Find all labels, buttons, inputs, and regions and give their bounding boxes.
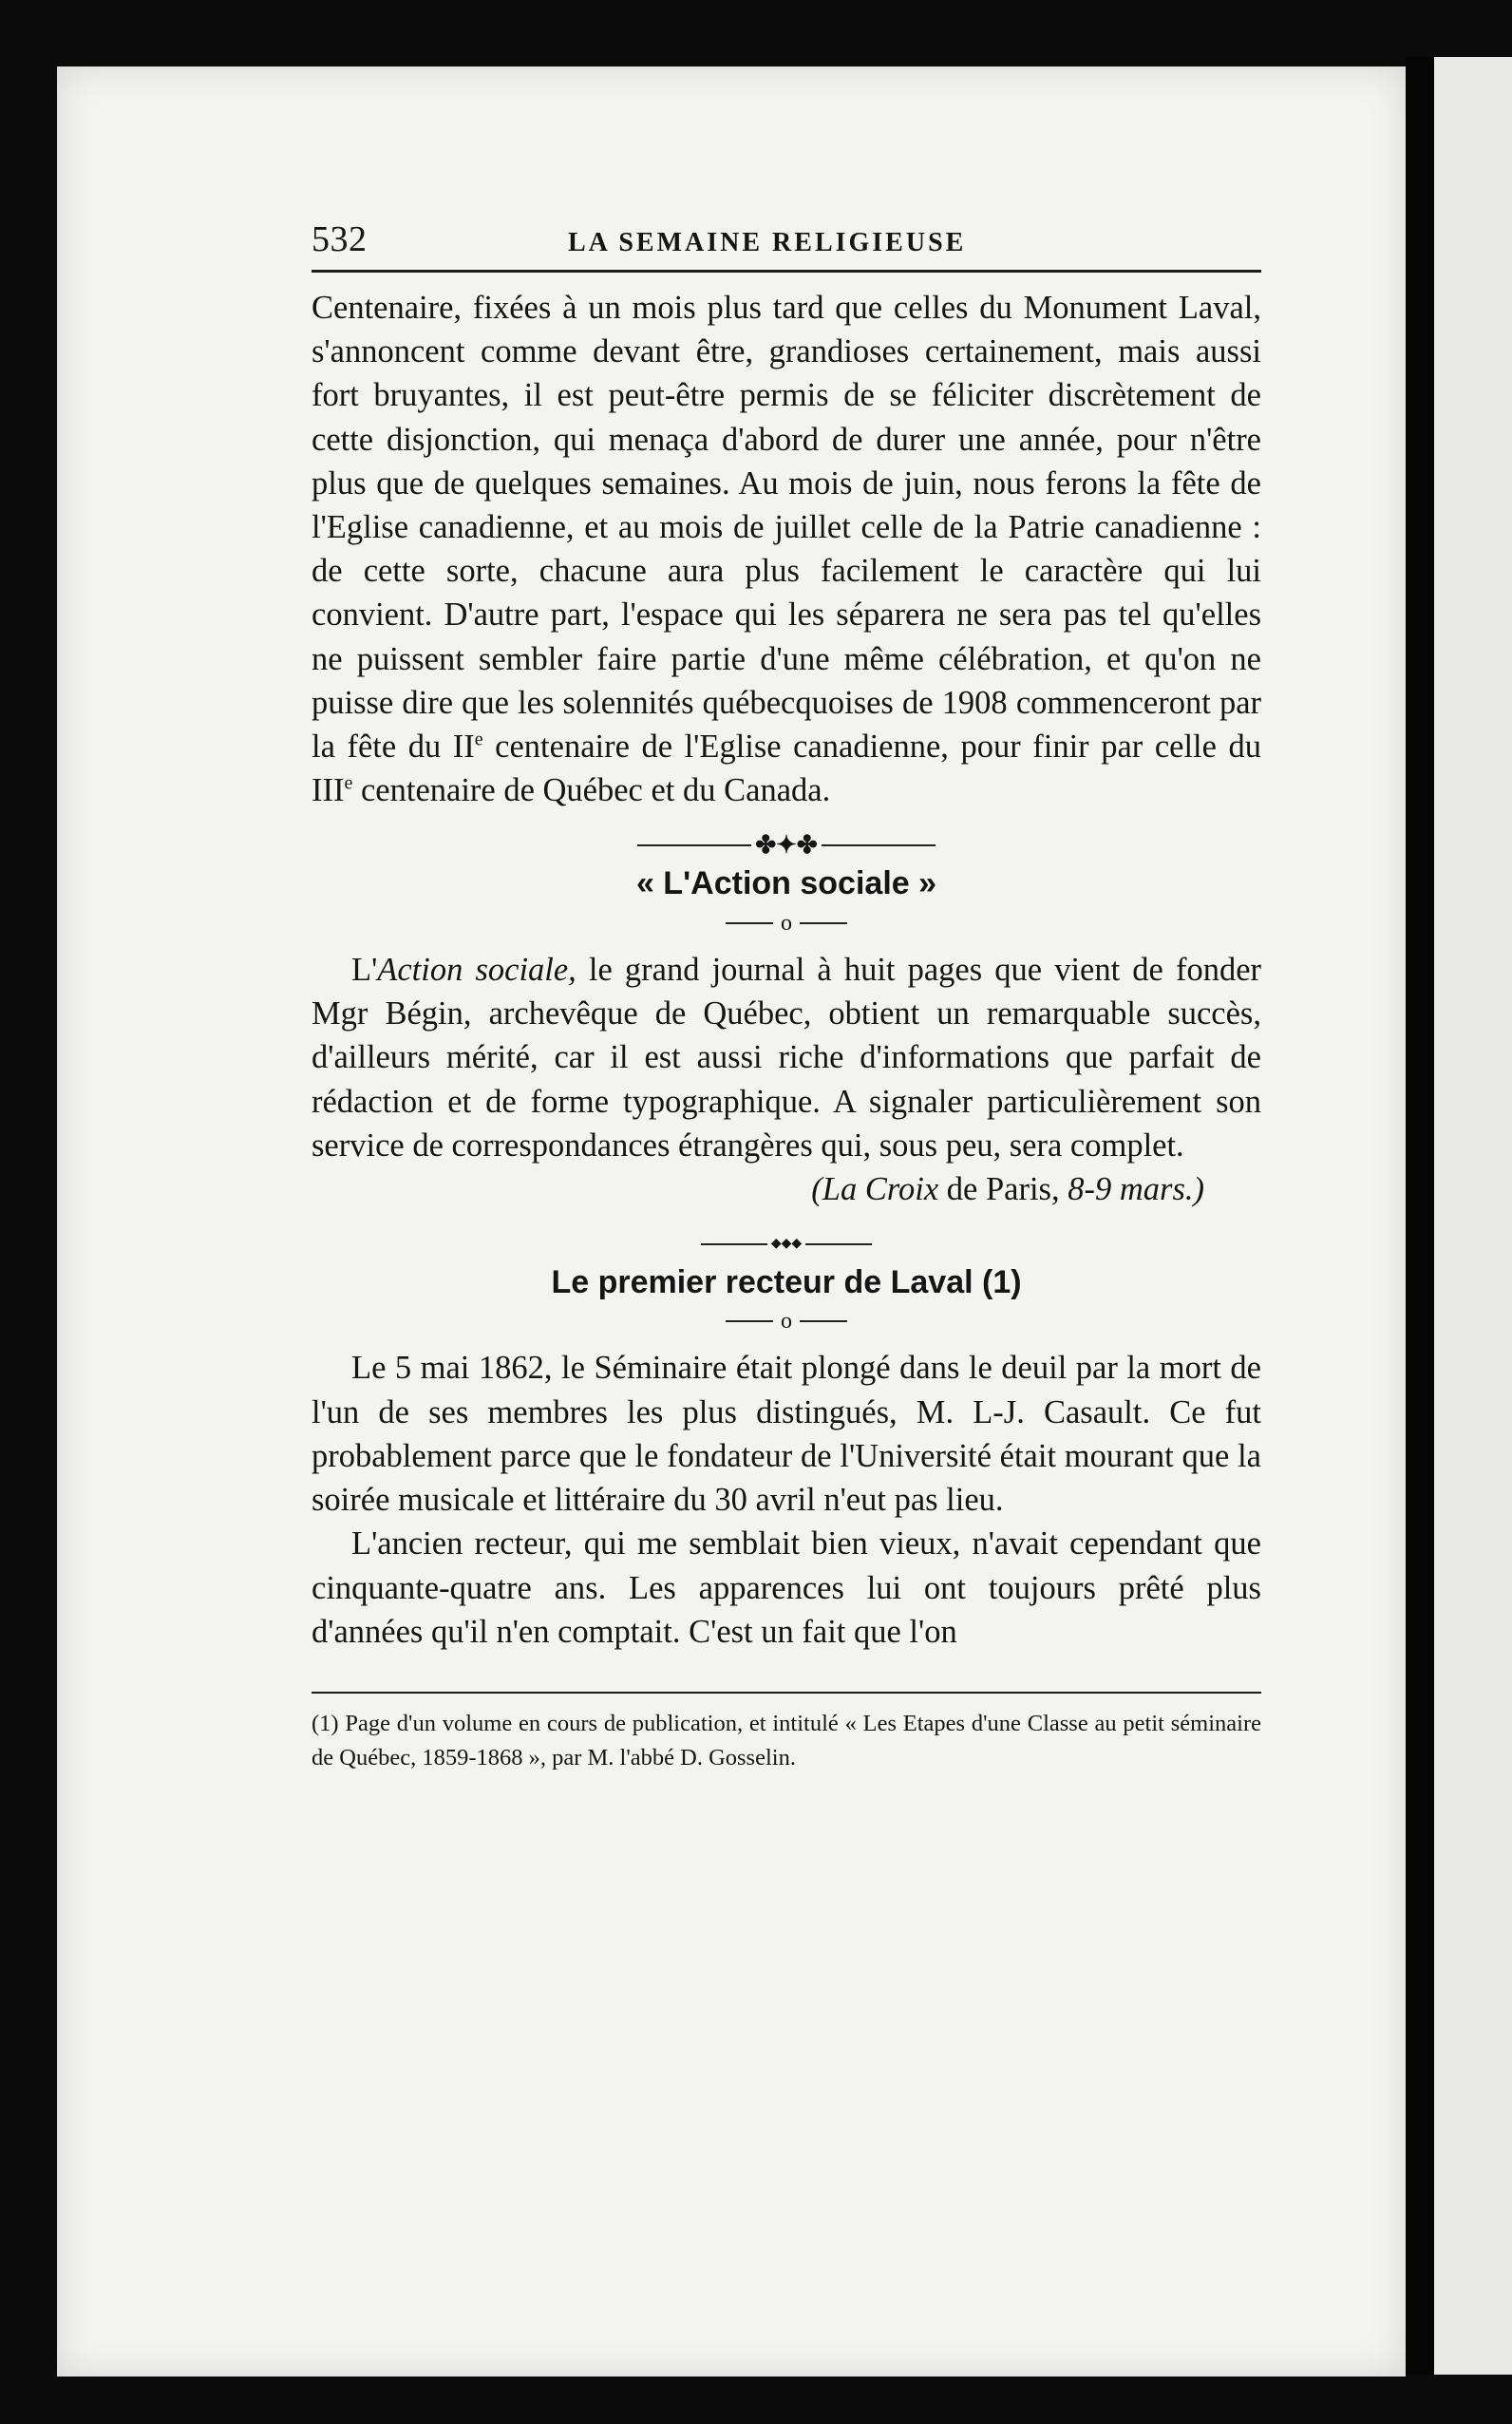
facing-page-edge [1434,57,1512,2375]
body-paragraph [312,286,1261,812]
page-gutter [1406,57,1434,2375]
section-ornament [312,829,1261,860]
footnote: (1) Page d'un volume en cours de publication, et intitulé « Les Etapes d'une Classe au petit séminaire de Québec, 1859-1868 », par M. l'abbé D. Gosselin. [312,1710,1261,1771]
body-paragraph: Le 5 mai 1862, le Séminaire était plongé dans le deuil par la mort de l'un de ses membres les plus distingués, M. L-J. Casault. Ce fut probablement parce que le fondateur de l'Université était mourant que la soirée musicale et littéraire du 30 avril n'eut pas lieu. [312,1350,1261,1519]
ornament-glyph: ✤✦✤ [755,831,818,860]
paragraph-text: centenaire de l'Eglise canadienne, pour finir par celle du III [312,729,1261,809]
page-number: 532 [312,219,368,259]
page-content [312,218,1261,1775]
separator-rule [726,1320,773,1322]
body-paragraph [312,948,1261,1167]
running-title: LA SEMAINE RELIGIEUSE [568,228,967,257]
ornament-rule [637,844,751,846]
superscript: e [344,772,353,794]
body-paragraph: L'ancien recteur, qui me semblait bien vieux, n'avait cependant que cinquante-quatre ans. Les apparences lui ont toujours prêté plus d'années qu'il n'en comptait. C'est un fait que l'on [312,1525,1261,1650]
title-separator [312,1307,1261,1335]
title-separator [312,908,1261,936]
citation-title: La Croix [822,1170,939,1207]
section-title: « L'Action sociale » [635,865,937,902]
separator-rule [800,1320,847,1322]
separator-rule [726,922,773,924]
citation-text: ( [811,1170,822,1207]
ornament-rule [822,844,936,846]
running-header [312,218,1261,273]
ornament-rule [701,1243,767,1245]
citation-text: de Paris, [938,1170,1068,1207]
separator-rule [800,922,847,924]
paragraph-text: centenaire de Québec et du Canada. [352,772,831,809]
paragraph-text: le grand journal à huit pages que vient de fonder Mgr Bégin, archevêque de Québec, obtient un remarquable succès, d'ailleurs mérité, car il est aussi riche d'informations que parfait de rédaction et de forme typographique. A signaler particulièrement son service de correspondances étrangères qui, sous peu, sera complet. [312,951,1261,1164]
ornament-glyph: ◆◆◆ [770,1237,803,1251]
footnote-rule [312,1692,1261,1694]
separator-glyph: o [781,910,792,936]
italic-text: Action sociale, [377,951,576,988]
paragraph-text: L' [351,951,378,988]
citation-date: 8-9 mars.) [1068,1170,1204,1207]
section-ornament [312,1228,1261,1259]
source-citation [312,1167,1261,1211]
paragraph-text: Centenaire, fixées à un mois plus tard que celles du Monument Laval, s'annoncent comme devant être, grandioses certainement, mais aussi fort bruyantes, il est peut-être permis de se féliciter discrètement de cette disjonction, qui menaça d'abord de durer une année, pour n'être plus que de quelques semaines. Au mois de juin, nous ferons la fête de l'Eglise canadienne, et au mois de juillet celle de la Patrie canadienne : de cette sorte, chacune aura plus facilement le caractère qui lui convient. D'autre part, l'espace qui les séparera ne sera pas tel qu'elles ne puissent sembler faire partie d'une même célébration, et qu'on ne puisse dire que les solennités québecquoises de 1908 commenceront par la fête du II [312,290,1261,766]
ornament-rule [805,1243,872,1245]
superscript: e [474,729,483,750]
section-title: Le premier recteur de Laval (1) [551,1264,1022,1300]
separator-glyph: o [781,1309,792,1335]
